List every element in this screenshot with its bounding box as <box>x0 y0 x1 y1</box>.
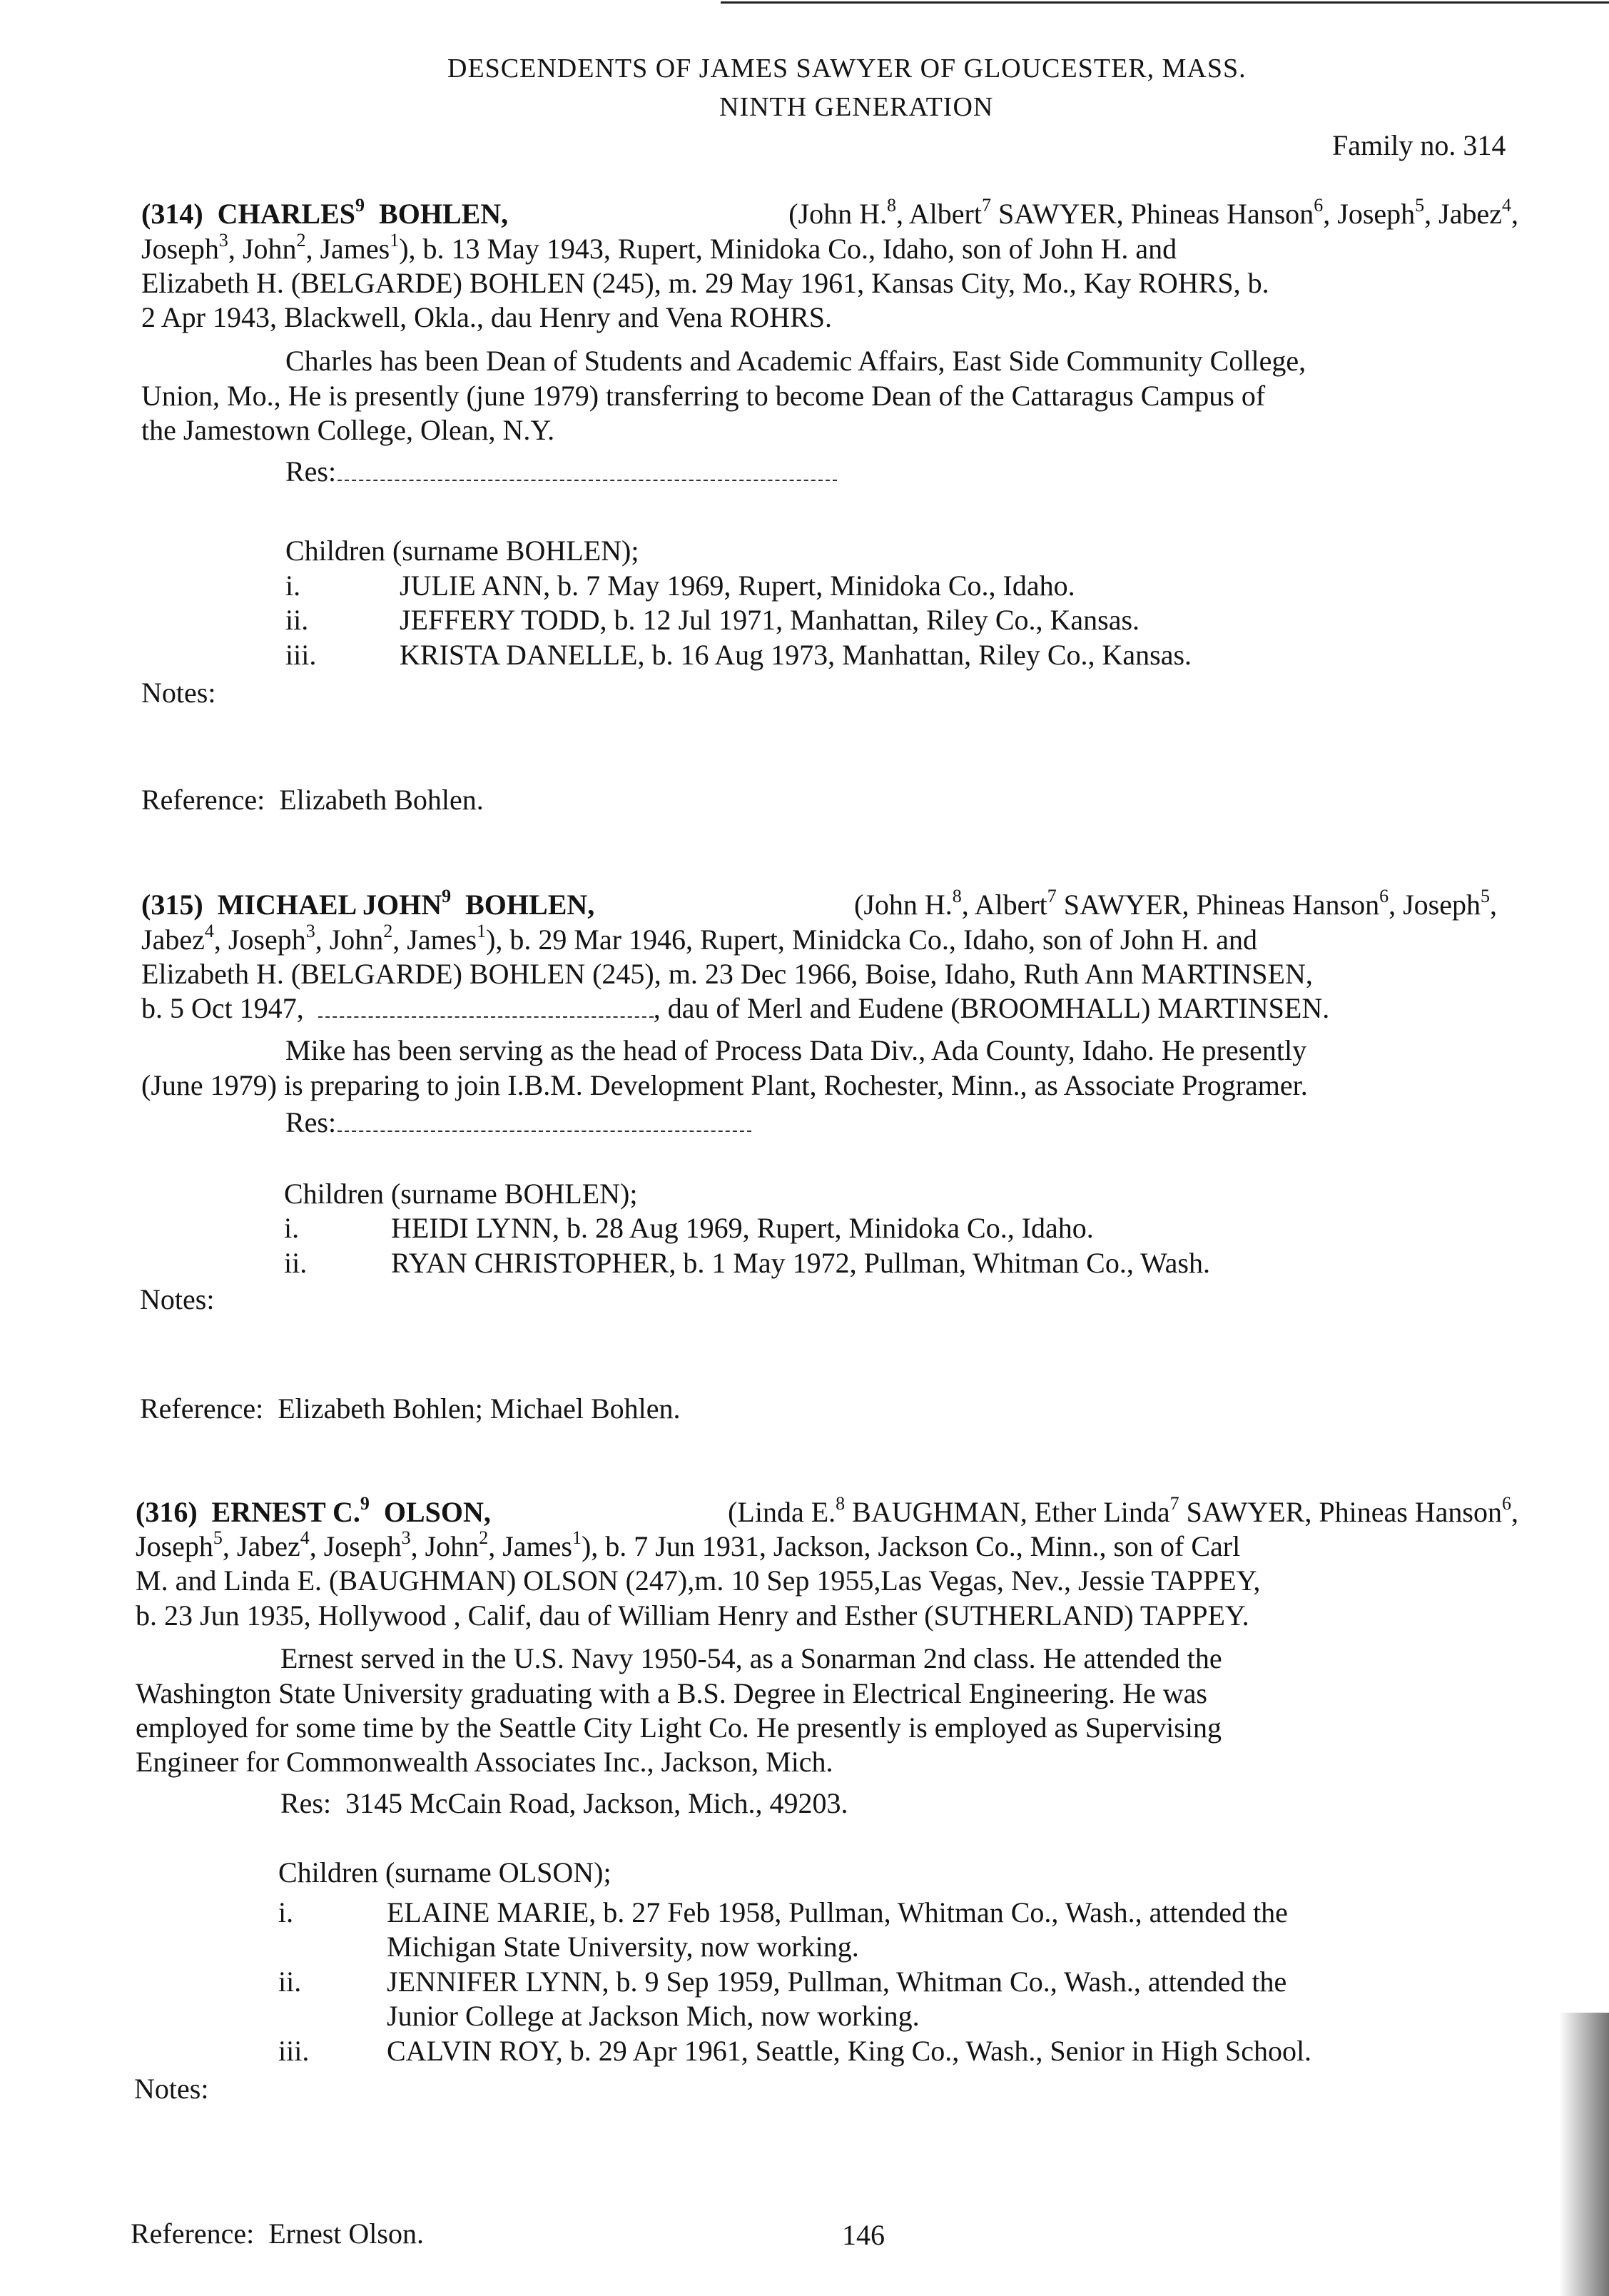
entry-315-bio-2: (June 1979) is preparing to join I.B.M. Development Plant, Rochester, Minn., as Associate Programer. <box>141 1069 1308 1101</box>
entry-316-children-header: Children (surname OLSON); <box>278 1856 611 1888</box>
entry-315-bio-1: Mike has been serving as the head of Process Data Div., Ada County, Idaho. He presently <box>285 1034 1307 1066</box>
entry-316-notes: Notes: <box>134 2073 209 2105</box>
entry-314-line-4: 2 Apr 1943, Blackwell, Okla., dau Henry and Vena ROHRS. <box>141 301 833 333</box>
entry-314-line-3: Elizabeth H. (BELGARDE) BOHLEN (245), m. 29 May 1961, Kansas City, Mo., Kay ROHRS, b. <box>141 267 1269 299</box>
blank-line <box>337 1109 751 1132</box>
generation-heading: NINTH GENERATION <box>719 92 994 122</box>
entry-315-line-1: (315) MICHAEL JOHN$^9$ BOHLEN, (John H.$^8$, Albert$^7$ SAWYER, Phineas Hanson$^6$, Joseph$^5$, <box>141 885 1497 921</box>
entry-314-line-2: Joseph$^3$, John$^2$, James$^1$), b. 13 May 1943, Rupert, Minidoka Co., Idaho, son of John H. and <box>141 229 1177 265</box>
entry-314-name: CHARLES <box>217 198 356 230</box>
entry-315-res: Res: <box>285 1106 751 1140</box>
list-item: iii. KRISTA DANELLE, b. 16 Aug 1973, Manhattan, Riley Co., Kansas. <box>285 639 1192 671</box>
entry-315-line-3: Elizabeth H. (BELGARDE) BOHLEN (245), m. 23 Dec 1966, Boise, Idaho, Ruth Ann MARTINSEN, <box>141 958 1313 990</box>
list-item: ii. JENNIFER LYNN, b. 9 Sep 1959, Pullman, Whitman Co., Wash., attended the <box>278 1966 1287 1998</box>
entry-315-notes: Notes: <box>140 1283 215 1315</box>
entry-316-bio-3: employed for some time by the Seattle City Light Co. He presently is employed as Supervising <box>136 1711 1222 1744</box>
entry-314-line-1: (314) CHARLES$^9$ BOHLEN, (John H.$^8$, Albert$^7$ SAWYER, Phineas Hanson$^6$, Joseph$^5$, Jabez$^4$, <box>141 194 1518 230</box>
entry-316-res: Res: 3145 McCain Road, Jackson, Mich., 49203. <box>280 1787 848 1819</box>
list-item-continued: Junior College at Jackson Mich, now working. <box>387 2000 920 2032</box>
top-rule <box>721 1 1609 4</box>
entry-315-children-header: Children (surname BOHLEN); <box>284 1178 638 1210</box>
page-number: 146 <box>842 2219 885 2251</box>
entry-315-line-4: b. 5 Oct 1947, , dau of Merl and Eudene (BROOMHALL) MARTINSEN. <box>141 992 1330 1024</box>
list-item: i. HEIDI LYNN, b. 28 Aug 1969, Rupert, Minidoka Co., Idaho. <box>284 1212 1094 1244</box>
entry-316-line-3: M. and Linda E. (BAUGHMAN) OLSON (247),m. 10 Sep 1955,Las Vegas, Nev., Jessie TAPPEY, <box>136 1564 1261 1597</box>
entry-314-notes: Notes: <box>141 677 216 709</box>
blank-line <box>337 458 837 481</box>
entry-316-line-4: b. 23 Jun 1935, Hollywood , Calif, dau of William Henry and Esther (SUTHERLAND) TAPPEY. <box>136 1599 1249 1632</box>
family-number: Family no. 314 <box>1332 129 1506 161</box>
entry-316-line-2: Joseph$^5$, Jabez$^4$, Joseph$^3$, John$^2$, James$^1$), b. 7 Jun 1931, Jackson, Jackson Co., Minn., son of Carl <box>136 1527 1241 1562</box>
entry-316-bio-4: Engineer for Commonwealth Associates Inc., Jackson, Mich. <box>136 1746 833 1778</box>
entry-314-bio-2: Union, Mo., He is presently (june 1979) transferring to become Dean of the Cattaragus Campus of <box>141 380 1266 412</box>
entry-314-children-header: Children (surname BOHLEN); <box>285 535 639 567</box>
entry-314-bio-1: Charles has been Dean of Students and Academic Affairs, East Side Community College, <box>285 345 1306 377</box>
list-item: ii. JEFFERY TODD, b. 12 Jul 1971, Manhattan, Riley Co., Kansas. <box>285 604 1140 636</box>
entry-314-reference: Reference: Elizabeth Bohlen. <box>141 784 484 816</box>
document-page: DESCENDENTS OF JAMES SAWYER OF GLOUCESTER, MASS. NINTH GENERATION Family no. 314 (314) CHARLES$^9$ BOHLEN, (John H.$^8$, Albert$^7$ SAWYER, Phineas Hanson$^6$, Joseph$^5$, Jabez$^4$, Joseph$^3$, John$^2$, James$^1$), b. 13 May 1943, Rupert, Minidoka Co., Idaho, son of John H. and Elizabeth H. (BELGARDE) BOHLEN (245), m. 29 May 1961, Kansas City, Mo., Kay ROHRS, b. 2 Apr 1943, Blackwell, Okla., dau Henry and Vena ROHRS. Charles has been Dean of Students and Academic Affairs, East Side Community College, Union, Mo., He is presently (june 1979) transferring to become Dean of the Cattaragus Campus of the Jamestown College, Olean, N.Y. Res: Children (surname BOHLEN); i. JULIE ANN, b. 7 May 1969, Rupert, Minidoka Co., Idaho. ii. JEFFERY TODD, b. 12 Jul 1971, Manhattan, Riley Co., Kansas. iii. KRISTA DANELLE, b. 16 Aug 1973, Manhattan, Riley Co., Kansas. Notes: Reference: Elizabeth Bohlen. (315) MICHAEL JOHN$^9$ BOHLEN, (John H.$^8$, Albert$^7$ SAWYER, Phineas Hanson$^6$, Joseph$^5$, Jabez$^4$, Joseph$^3$, John$^2$, James$^1$), b. 29 Mar 1946, Rupert, Minidcka Co., Idaho, son of John H. and Elizabeth H. (BELGARDE) BOHLEN (245), m. 23 Dec 1966, Boise, Idaho, Ruth Ann MARTINSEN, b. 5 Oct 1947, , dau of Merl and Eudene (BROOMHALL) MARTINSEN. Mike has been serving as the head of Process Data Div., Ada County, Idaho. He presently (June 1979) is preparing to join I.B.M. Development Plant, Rochester, Minn., as Associate Programer. Res: Children (surname BOHLEN); i. HEIDI LYNN, b. 28 Aug 1969, Rupert, Minidoka Co., Idaho. ii. RYAN CHRISTOPHER, b. 1 May 1972, Pullman, Whitman Co., Wash. Notes: Reference: Elizabeth Bohlen; Michael Bohlen. (316) ERNEST C.$^9$ OLSON, (Linda E.$^8$ BAUGHMAN, Ether Linda$^7$ SAWYER, Phineas Hanson$^6$, Joseph$^5$, Jabez$^4$, Joseph$^3$, John$^2$, James$^1$), b. 7 Jun 1931, Jackson, Jackson Co., Minn., son of Carl M. and Linda E. (BAUGHMAN) OLSON (247),m. 10 Sep 1955,Las Vegas, Nev., Jessie TAPPEY, b. 23 Jun 1935, Hollywood , Calif, dau of William Henry and Esther (SUTHERLAND) TAPPEY. Ernest served in the U.S. Navy 1950-54, as a Sonarman 2nd class. He attended the Washington State University graduating with a B.S. Degree in Electrical Engineering. He was employed for some time by the Seattle City Light Co. He presently is employed as Supervising Engineer for Commonwealth Associates Inc., Jackson, Mich. Res: 3145 McCain Road, Jackson, Mich., 49203. Children (surname OLSON); i. ELAINE MARIE, b. 27 Feb 1958, Pullman, Whitman Co., Wash., attended the Michigan State University, now working. ii. JENNIFER LYNN, b. 9 Sep 1959, Pullman, Whitman Co., Wash., attended the Junior College at Jackson Mich, now working. iii. CALVIN ROY, b. 29 Apr 1961, Seattle, King Co., Wash., Senior in High School. Notes: Reference: Ernest Olson. 146 <box>0 0 1609 2296</box>
list-item: iii. CALVIN ROY, b. 29 Apr 1961, Seattle, King Co., Wash., Senior in High School. <box>278 2035 1312 2067</box>
list-item-continued: Michigan State University, now working. <box>387 1931 859 1963</box>
list-item: i. JULIE ANN, b. 7 May 1969, Rupert, Minidoka Co., Idaho. <box>285 570 1075 602</box>
entry-316-bio-1: Ernest served in the U.S. Navy 1950-54, as a Sonarman 2nd class. He attended the <box>280 1642 1222 1674</box>
entry-316-name: ERNEST C. <box>211 1496 360 1528</box>
entry-314-res: Res: <box>285 455 837 489</box>
scan-edge-shadow <box>1559 2013 1609 2296</box>
entry-315-reference: Reference: Elizabeth Bohlen; Michael Bohlen. <box>140 1392 681 1425</box>
entry-316-line-1: (316) ERNEST C.$^9$ OLSON, (Linda E.$^8$ BAUGHMAN, Ether Linda$^7$ SAWYER, Phineas Hanson$^6$, <box>136 1492 1518 1528</box>
entry-316-reference: Reference: Ernest Olson. <box>131 2217 424 2250</box>
entry-314-bio-3: the Jamestown College, Olean, N.Y. <box>141 414 555 446</box>
blank-line <box>318 995 654 1018</box>
entry-315-line-2: Jabez$^4$, Joseph$^3$, John$^2$, James$^1$), b. 29 Mar 1946, Rupert, Minidcka Co., Idaho, son of John H. and <box>141 920 1258 956</box>
entry-316-bio-2: Washington State University graduating with a B.S. Degree in Electrical Engineering. He was <box>136 1677 1207 1709</box>
entry-315-name: MICHAEL JOHN <box>217 889 442 921</box>
list-item: ii. RYAN CHRISTOPHER, b. 1 May 1972, Pullman, Whitman Co., Wash. <box>284 1247 1210 1279</box>
list-item: i. ELAINE MARIE, b. 27 Feb 1958, Pullman, Whitman Co., Wash., attended the <box>278 1896 1288 1928</box>
